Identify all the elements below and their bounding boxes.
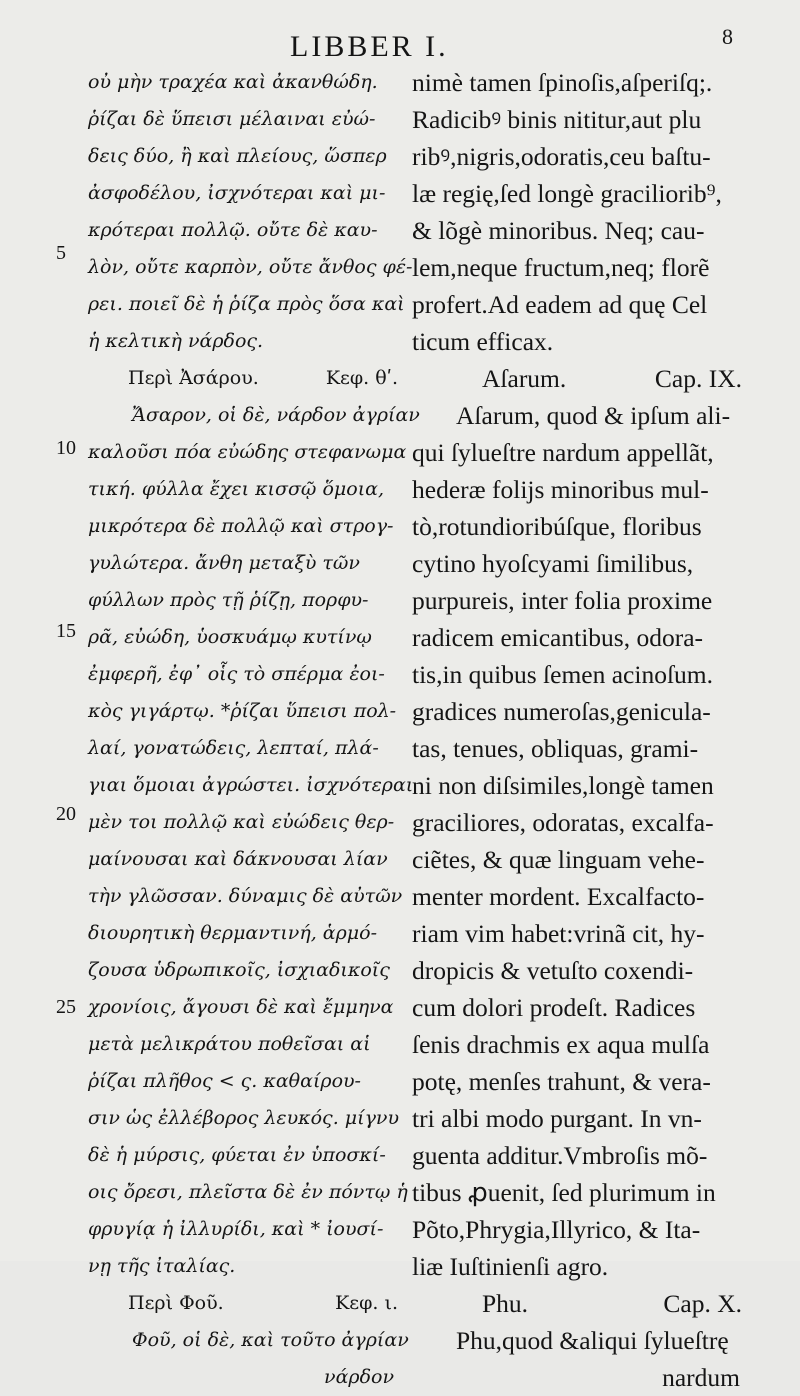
- line-number: 5: [56, 242, 66, 264]
- text-line: graciliores, odoratas, excalfa-: [412, 808, 714, 837]
- text-line: cytino hyoſcyami ſimilibus,: [412, 549, 694, 578]
- text-line: ribꝰ,nigris,odoratis,ceu baſtu-: [412, 142, 711, 171]
- text-line: ni non diſsimiles,longè tamen: [412, 771, 714, 800]
- text-line: κρότεραι πολλῷ. οὔτε δὲ καυ-: [88, 219, 378, 241]
- text-line: riam vim habet:vrinã cit, hy-: [412, 919, 705, 948]
- text-line: guenta additur.Vmbroſis mõ-: [412, 1141, 708, 1170]
- text-line: tri albi modo purgant. In vn-: [412, 1104, 702, 1133]
- text-line: τική. φύλλα ἔχει κισσῷ ὅμοια,: [88, 478, 385, 500]
- text-line: ρᾶ, εὐώδη, ὑοσκυάμῳ κυτίνῳ: [88, 626, 372, 648]
- text-line: σιν ὡς ἐλλέβορος λευκός. μίγνυ: [88, 1107, 400, 1129]
- text-line: radicem emicantibus, odora-: [412, 623, 704, 652]
- chapter-number: Cap. X.: [663, 1289, 742, 1318]
- text-line: qui ſylueſtre nardum appellãt,: [412, 438, 714, 467]
- text-line: δεις δύο, ἢ καὶ πλείους, ὥσπερ: [88, 145, 387, 167]
- chapter-title: Περὶ Φοῦ.: [128, 1292, 224, 1314]
- text-line: φύλλων πρὸς τῇ ῥίζῃ, πορφυ-: [88, 589, 369, 611]
- text-line: tis,in quibus ſemen acinoſum.: [412, 660, 714, 689]
- text-line: Aſarum, quod & ipſum ali-: [456, 401, 731, 430]
- text-line: μικρότερα δὲ πολλῷ καὶ στρογ-: [88, 515, 394, 537]
- text-line: καλοῦσι πόα εὐώδης στεφανωμα: [88, 441, 407, 463]
- text-line: Ἄσαρον, οἱ δὲ, νάρδον ἀγρίαν: [132, 404, 420, 426]
- text-line: μὲν τοι πολλῷ καὶ εὐώδεις θερ-: [88, 811, 395, 833]
- text-line: menter mordent. Excalfacto-: [412, 882, 705, 911]
- chapter-number: Κεφ. ι.: [335, 1292, 398, 1314]
- text-line: gradices numeroſas,genicula-: [412, 697, 711, 726]
- text-line: tò,rotundioribúſque, floribus: [412, 512, 702, 541]
- text-line: lem,neque fructum,neq; florẽ: [412, 253, 710, 282]
- chapter-heading: [412, 1285, 752, 1322]
- chapter-title: Περὶ Ἀσάρου.: [128, 367, 259, 389]
- text-line: μετὰ μελικράτου ποθεῖσαι αἱ: [88, 1033, 371, 1055]
- chapter-heading: [88, 360, 406, 397]
- text-line: λὸν, οὔτε καρπὸν, οὔτε ἄνθος φέ-: [88, 256, 413, 278]
- chapter-heading: [412, 360, 752, 397]
- text-line: & lõgè minoribus. Neq; cau-: [412, 216, 705, 245]
- line-number: 20: [56, 803, 76, 825]
- text-line: purpureis, inter folia proxime: [412, 586, 713, 615]
- text-line: læ regię,ſed longè graciliorib⁹,: [412, 179, 722, 208]
- chapter-number: Cap. IX.: [654, 364, 742, 393]
- text-line: tas, tenues, obliquas, grami-: [412, 734, 699, 763]
- line-number: 25: [56, 996, 76, 1018]
- text-line: ticum efficax.: [412, 327, 554, 356]
- text-line: ῥίζαι πλῆθος < ς. καθαίρου-: [88, 1070, 361, 1092]
- text-line: ρει. ποιεῖ δὲ ἡ ῥίζα πρὸς ὅσα καὶ: [88, 293, 405, 315]
- chapter-heading: [88, 1285, 406, 1322]
- line-number: 15: [56, 620, 76, 642]
- text-line: cum dolori prodeſt. Radices: [412, 993, 696, 1022]
- text-line: ῥίζαι δὲ ὕπεισι μέλαιναι εὐώ-: [88, 108, 376, 130]
- text-line: ſenis drachmis ex aqua mulſa: [412, 1030, 710, 1059]
- chapter-title: Aſarum.: [482, 364, 567, 393]
- text-line: γυλώτερα. ἄνθη μεταξὺ τῶν: [88, 552, 360, 574]
- text-line: χρονίοις, ἄγουσι δὲ καὶ ἔμμηνα: [88, 996, 394, 1018]
- text-line: Põto,Phrygia,Illyrico, & Ita-: [412, 1215, 701, 1244]
- folio-number: 8: [722, 24, 733, 49]
- text-line: Φοῦ, οἱ δὲ, καὶ τοῦτο ἀγρίαν: [132, 1329, 409, 1351]
- text-line: hederæ folijs minoribus mul-: [412, 475, 709, 504]
- text-line: nimè tamen ſpinoſis,aſperiſq;.: [412, 68, 713, 97]
- text-line: δὲ ἡ μύρσις, φύεται ἐν ὑποσκί-: [88, 1144, 386, 1166]
- text-line: τὴν γλῶσσαν. δύναμις δὲ αὐτῶν: [88, 885, 403, 907]
- catchword: νάρδον: [324, 1366, 394, 1388]
- text-line: λαί, γονατώδεις, λεπταί, πλά-: [88, 737, 379, 759]
- line-number: 10: [56, 437, 76, 459]
- chapter-title: Phu.: [482, 1289, 529, 1318]
- text-line: γιαι ὅμοιαι ἀγρώστει. ἰσχνότεραι: [88, 774, 414, 796]
- chapter-number: Κεφ. θʹ.: [325, 367, 398, 389]
- catchword: nardum: [662, 1363, 740, 1392]
- text-line: ζουσα ὑδρωπικοῖς, ἰσχιαδικοῖς: [88, 959, 390, 981]
- greek-text-column: [88, 64, 420, 1396]
- text-line: φρυγίᾳ ἡ ἰλλυρίδι, καὶ * ἰουσί-: [88, 1218, 384, 1240]
- text-line: ciẽtes, & quæ linguam vehe-: [412, 845, 705, 874]
- text-line: liæ Iuſtinienſi agro.: [412, 1252, 609, 1281]
- text-line: ἡ κελτικὴ νάρδος.: [88, 330, 264, 352]
- text-line: οις ὄρεσι, πλεῖστα δὲ ἐν πόντῳ ἡ: [88, 1181, 408, 1203]
- text-line: νῃ τῆς ἰταλίας.: [88, 1255, 236, 1277]
- text-line: Radicibꝰ binis nititur,aut plu: [412, 105, 702, 134]
- text-line: dropicis & vetuſto coxendi-: [412, 956, 694, 985]
- text-line: ἀσφοδέλου, ἰσχνότεραι καὶ μι-: [88, 182, 386, 204]
- text-line: κὸς γιγάρτῳ. *ῥίζαι ὕπεισι πολ-: [88, 700, 397, 722]
- text-line: μαίνουσαι καὶ δάκνουσαι λίαν: [88, 848, 388, 870]
- text-line: profert.Ad eadem ad quę Cel: [412, 290, 708, 319]
- text-line: tibus ꝓuenit, ſed plurimum in: [412, 1178, 716, 1207]
- text-line: ἐμφερῆ, ἐφ᾽ οἷς τὸ σπέρμα ἐοι-: [88, 663, 385, 685]
- running-title: LIBBER I.: [290, 30, 449, 63]
- text-line: Phu,quod &aliqui ſylueſtrę: [456, 1326, 729, 1355]
- latin-text-column: [412, 64, 752, 1396]
- text-line: διουρητικὴ θερμαντινή, ἁρμό-: [88, 922, 377, 944]
- text-line: potę, menſes trahunt, & vera-: [412, 1067, 711, 1096]
- text-line: οὐ μὴν τραχέα καὶ ἀκανθώδη.: [88, 71, 378, 93]
